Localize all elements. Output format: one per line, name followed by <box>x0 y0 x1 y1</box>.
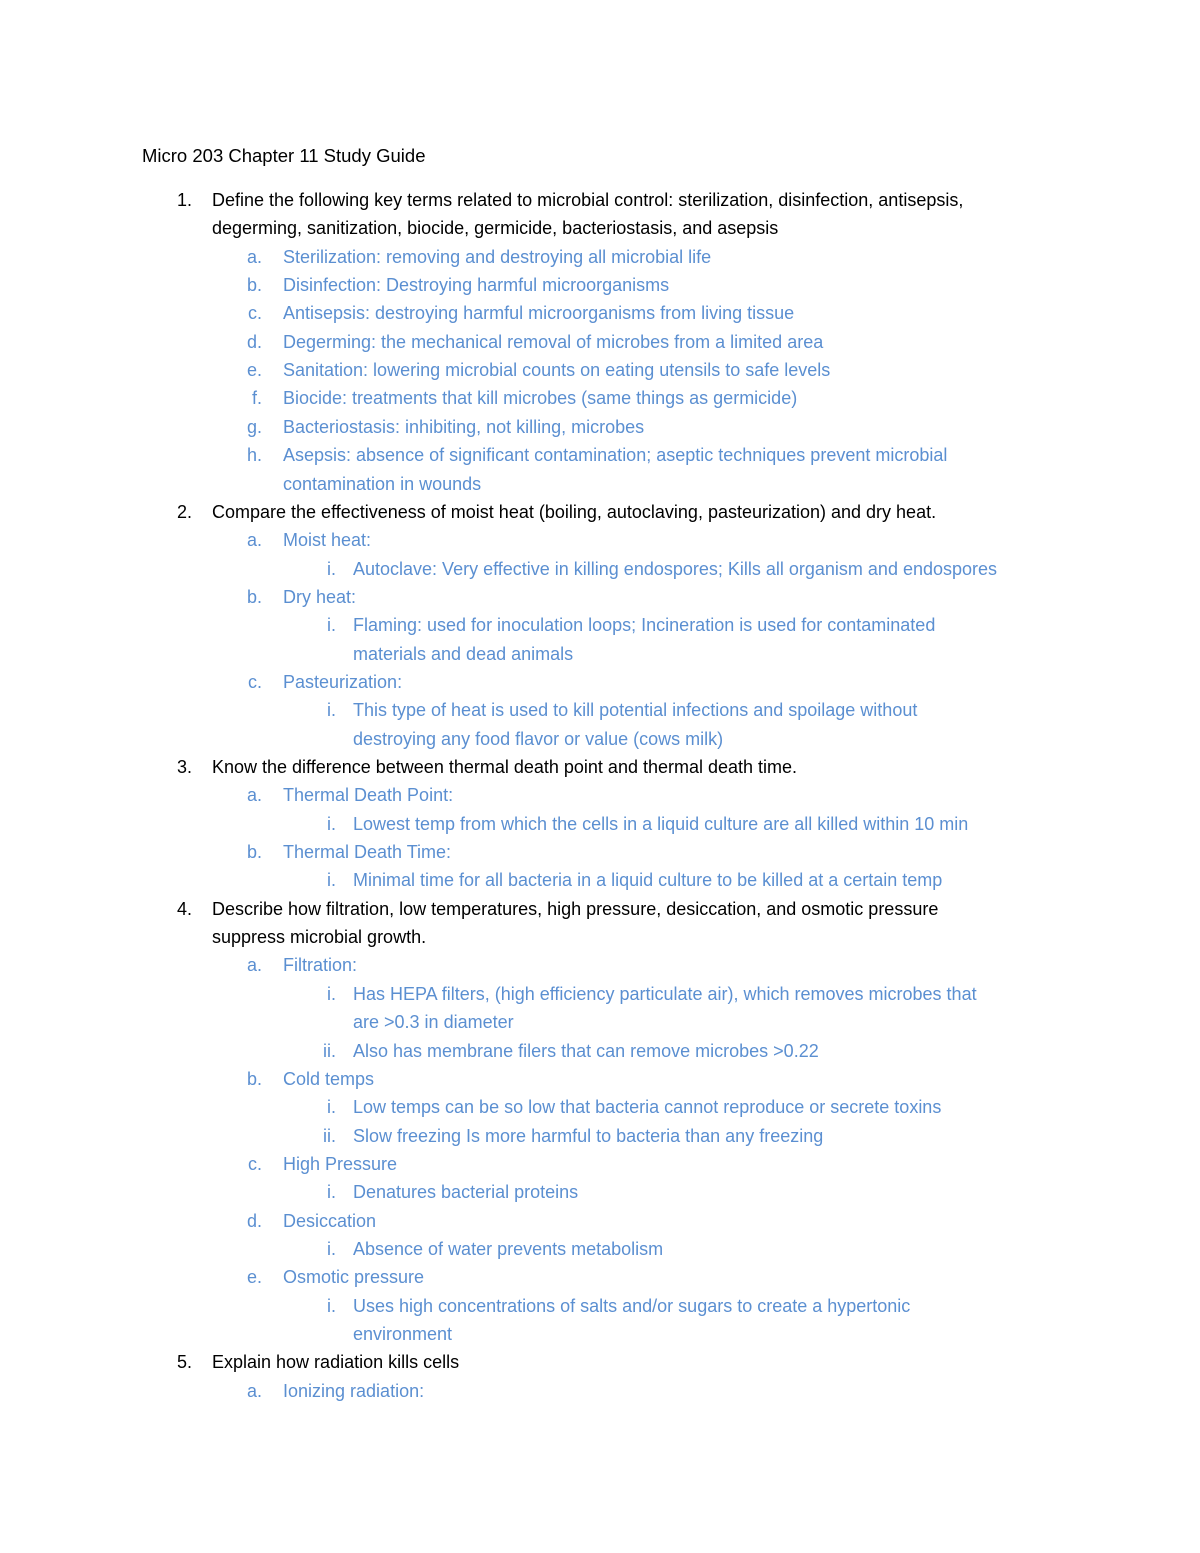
answer-line: Lowest temp from which the cells in a liquid culture are all killed within 10 min <box>353 813 969 834</box>
answer-line: are >0.3 in diameter <box>353 1012 514 1033</box>
answer-line: Dry heat: <box>283 586 357 607</box>
question-line: Know the difference between thermal death point and thermal death time. <box>212 757 798 777</box>
answer-line: Uses high concentrations of salts and/or sugars to create a hypertonic <box>353 1295 911 1316</box>
answer-line: Also has membrane filers that can remove microbes >0.22 <box>353 1040 819 1061</box>
answer-line: Thermal Death Point: <box>283 785 454 806</box>
list-marker: a. <box>246 785 262 806</box>
question-line: suppress microbial growth. <box>212 927 427 948</box>
answer-line: contamination in wounds <box>283 473 482 494</box>
answer-line: Degerming: the mechanical removal of microbes from a limited area <box>283 331 824 352</box>
list-marker: i. <box>327 615 336 636</box>
answer-line: Antisepsis: destroying harmful microorganisms from living tissue <box>283 303 795 324</box>
answer-line: Ionizing radiation: <box>283 1380 425 1401</box>
question-line: Define the following key terms related to microbial control: sterilization, disinfection, antisepsis, <box>212 190 964 210</box>
answer-line: Minimal time for all bacteria in a liquid culture to be killed at a certain temp <box>353 870 943 891</box>
answer-line: Filtration: <box>283 955 358 976</box>
list-marker: e. <box>246 360 262 381</box>
list-marker: b. <box>246 586 262 607</box>
answer-line: Thermal Death Time: <box>283 842 452 863</box>
answer-line: Pasteurization: <box>283 671 403 692</box>
list-marker: b. <box>246 275 262 296</box>
answer-line: Slow freezing Is more harmful to bacteria than any freezing <box>353 1125 824 1146</box>
list-marker: c. <box>247 1153 262 1174</box>
answer-line: Denatures bacterial proteins <box>353 1182 579 1203</box>
answer-line: Disinfection: Destroying harmful microorganisms <box>283 275 670 296</box>
list-marker: e. <box>246 1267 262 1288</box>
list-marker: c. <box>247 671 262 692</box>
list-marker: i. <box>327 1182 336 1203</box>
answer-line: Bacteriostasis: inhibiting, not killing, microbes <box>283 416 645 437</box>
list-marker: ii. <box>323 1040 336 1061</box>
answer-line: Autoclave: Very effective in killing endospores; Kills all organism and endospores <box>353 558 998 579</box>
answer-line: Sanitation: lowering microbial counts on eating utensils to safe levels <box>283 360 831 381</box>
list-marker: d. <box>246 1210 262 1231</box>
list-marker: i. <box>327 1295 336 1316</box>
list-marker: 1. <box>176 190 192 210</box>
answer-line: Has HEPA filters, (high efficiency particulate air), which removes microbes that <box>353 983 977 1004</box>
list-marker: f. <box>251 388 262 409</box>
list-marker: i. <box>327 558 336 579</box>
answer-line: materials and dead animals <box>353 643 574 664</box>
list-marker: g. <box>246 416 262 437</box>
answer-line: High Pressure <box>283 1153 398 1174</box>
answer-line: Flaming: used for inoculation loops; Incineration is used for contaminated <box>353 615 936 636</box>
answer-line: Low temps can be so low that bacteria cannot reproduce or secrete toxins <box>353 1097 942 1118</box>
list-marker: a. <box>246 955 262 976</box>
list-marker: c. <box>247 303 262 324</box>
list-marker: a. <box>246 246 262 267</box>
answer-line: Absence of water prevents metabolism <box>353 1238 664 1259</box>
answer-line: Asepsis: absence of significant contamination; aseptic techniques prevent microbial <box>283 445 948 466</box>
list-marker: i. <box>327 700 336 721</box>
answer-line: Desiccation <box>283 1210 377 1231</box>
list-marker: i. <box>327 983 336 1004</box>
list-marker: i. <box>327 870 336 891</box>
list-marker: b. <box>246 1068 262 1089</box>
answer-line: Osmotic pressure <box>283 1267 425 1288</box>
list-marker: 2. <box>176 501 192 522</box>
answer-line: destroying any food flavor or value (cows milk) <box>353 728 724 749</box>
question-line: Describe how filtration, low temperatures, high pressure, desiccation, and osmotic pressure <box>212 898 939 919</box>
list-marker: a. <box>246 530 262 551</box>
list-marker: b. <box>246 842 262 863</box>
list-marker: 3. <box>176 757 192 777</box>
question-line: Explain how radiation kills cells <box>212 1352 460 1373</box>
list-marker: a. <box>246 1380 262 1401</box>
answer-line: This type of heat is used to kill potential infections and spoilage without <box>353 700 918 721</box>
answer-line: environment <box>353 1324 453 1344</box>
answer-line: Biocide: treatments that kill microbes (same things as germicide) <box>283 388 798 409</box>
list-marker: 4. <box>176 898 192 919</box>
answer-line: Moist heat: <box>283 530 372 551</box>
list-marker: d. <box>246 331 262 352</box>
question-line: degerming, sanitization, biocide, germicide, bacteriostasis, and asepsis <box>212 218 779 239</box>
list-marker: 5. <box>176 1352 192 1373</box>
list-marker: i. <box>327 813 336 834</box>
list-marker: i. <box>327 1097 336 1118</box>
answer-line: Sterilization: removing and destroying all microbial life <box>283 246 712 267</box>
list-marker: i. <box>327 1238 336 1259</box>
list-marker: h. <box>246 445 262 466</box>
question-line: Compare the effectiveness of moist heat (boiling, autoclaving, pasteurization) and dry heat. <box>212 501 937 522</box>
answer-line: Cold temps <box>283 1068 375 1089</box>
page-title: Micro 203 Chapter 11 Study Guide <box>142 145 426 166</box>
list-marker: ii. <box>323 1125 336 1146</box>
